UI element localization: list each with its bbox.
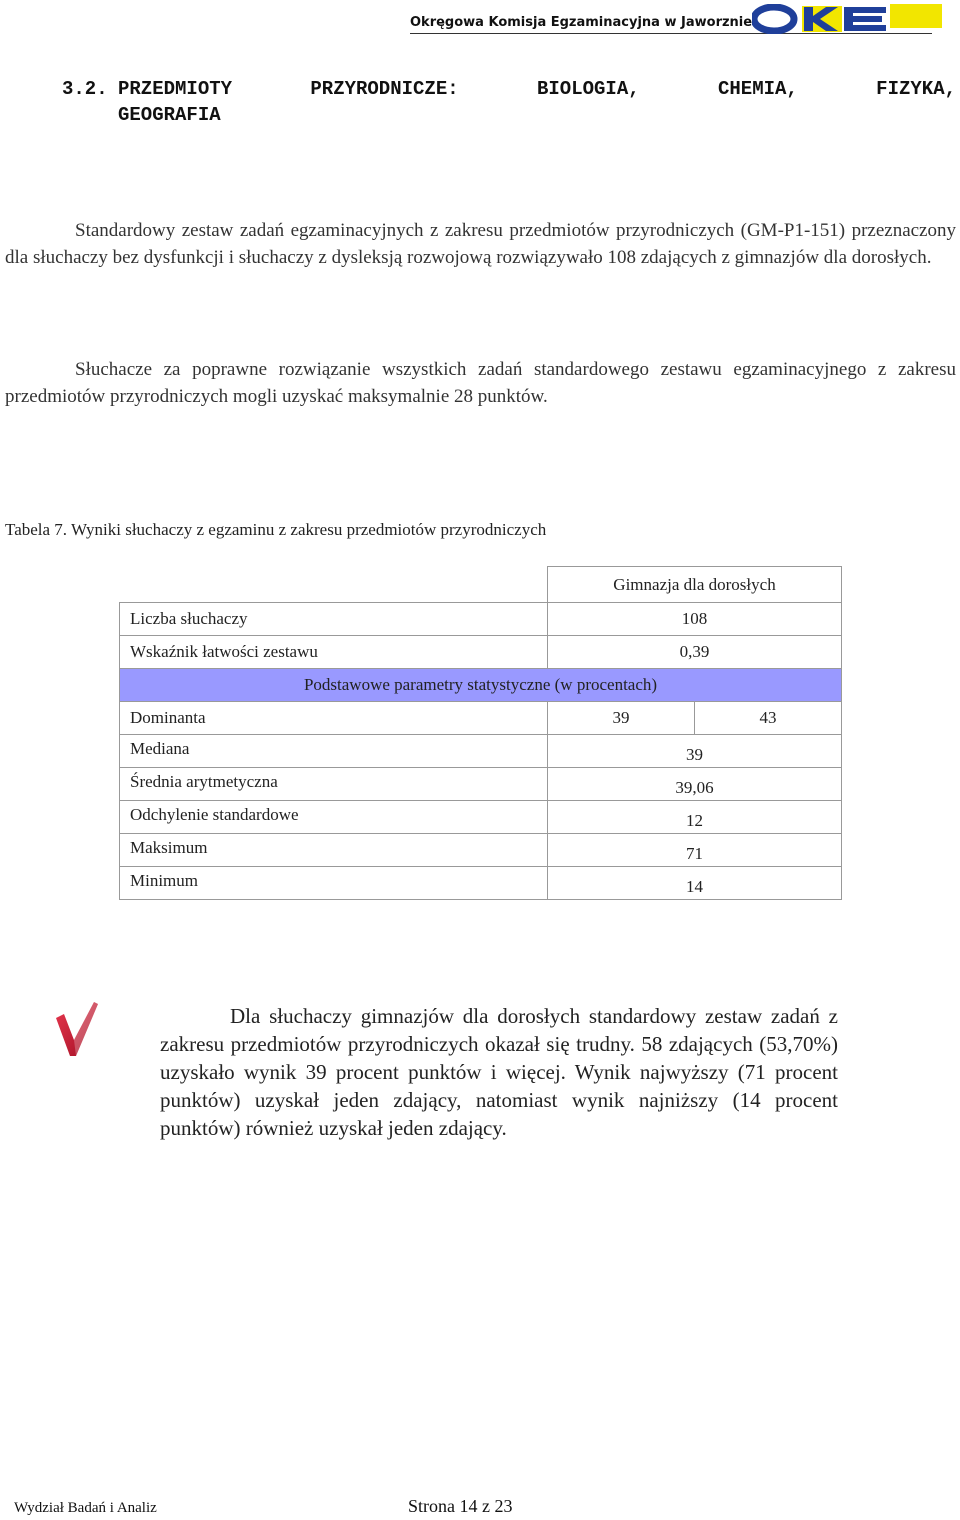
row-label: Wskaźnik łatwości zestawu (120, 636, 548, 669)
section-title-line1: PRZEDMIOTY PRZYRODNICZE: BIOLOGIA, CHEMIA, FIZYKA, (118, 78, 956, 100)
row-label: Dominanta (120, 702, 548, 735)
max-points-paragraph: Słuchacze za poprawne rozwiązanie wszystkich zadań standardowego zestawu egzaminacyjnego z zakresu przedmiotów przyrodniczych mogli uzyskać maksymalnie 28 punktów. (5, 359, 956, 407)
row-value: 0,39 (548, 636, 842, 669)
header-institution: Okręgowa Komisja Egzaminacyjna w Jaworznie (410, 15, 753, 30)
table-row (120, 768, 842, 801)
table-row (120, 801, 842, 834)
table-row (120, 702, 842, 735)
table-row (120, 867, 842, 900)
section-number: 3.2. (62, 78, 108, 100)
dominanta-value-1: 39 (548, 702, 695, 735)
oke-logo (752, 4, 942, 34)
table-row (120, 603, 842, 636)
row-value: 108 (548, 603, 842, 636)
stats-header: Podstawowe parametry statystyczne (w procentach) (120, 669, 842, 702)
row-label: Minimum (120, 867, 548, 900)
row-value: 39,06 (548, 768, 842, 801)
row-value: 71 (548, 834, 842, 867)
table-row (120, 735, 842, 768)
stats-header-row (120, 669, 842, 702)
row-label: Mediana (120, 735, 548, 768)
row-label: Maksimum (120, 834, 548, 867)
intro-paragraph: Standardowy zestaw zadań egzaminacyjnych z zakresu przedmiotów przyrodniczych (GM-P1-151) przeznaczony dla słuchaczy bez dysfunkcji i słuchaczy z dysleksją rozwojową rozwiązywało 108 zdających z gimnazjów dla dorosłych. (5, 220, 956, 268)
row-value: 12 (548, 801, 842, 834)
section-title-line2: GEOGRAFIA (118, 104, 221, 126)
row-label: Średnia arytmetyczna (120, 768, 548, 801)
row-value: 14 (548, 867, 842, 900)
footer-page-number: Strona 14 z 23 (408, 1496, 513, 1516)
results-table (119, 566, 842, 900)
table-corner (120, 567, 548, 603)
checkmark-icon (54, 1000, 98, 1058)
dominanta-value-2: 43 (695, 702, 842, 735)
table-row (120, 636, 842, 669)
column-header: Gimnazja dla dorosłych (548, 567, 842, 603)
conclusion-note: Dla słuchaczy gimnazjów dla dorosłych standardowy zestaw zadań z zakresu przedmiotów przyrodniczych okazał się trudny. 58 zdających (53,70%) uzyskało wynik 39 procent punktów i więcej. Wynik najwyższy (71 procent punktów) uzyskał jeden zdający, natomiast wynik najniższy (14 procent punktów) również uzyskał jeden zdający. (160, 1004, 838, 1140)
row-label: Odchylenie standardowe (120, 801, 548, 834)
row-value: 39 (548, 735, 842, 768)
row-label: Liczba słuchaczy (120, 603, 548, 636)
table-row (120, 834, 842, 867)
footer-department: Wydział Badań i Analiz (14, 1500, 157, 1516)
table-caption: Tabela 7. Wyniki słuchaczy z egzaminu z zakresu przedmiotów przyrodniczych (5, 520, 547, 539)
table-header-row (120, 567, 842, 603)
